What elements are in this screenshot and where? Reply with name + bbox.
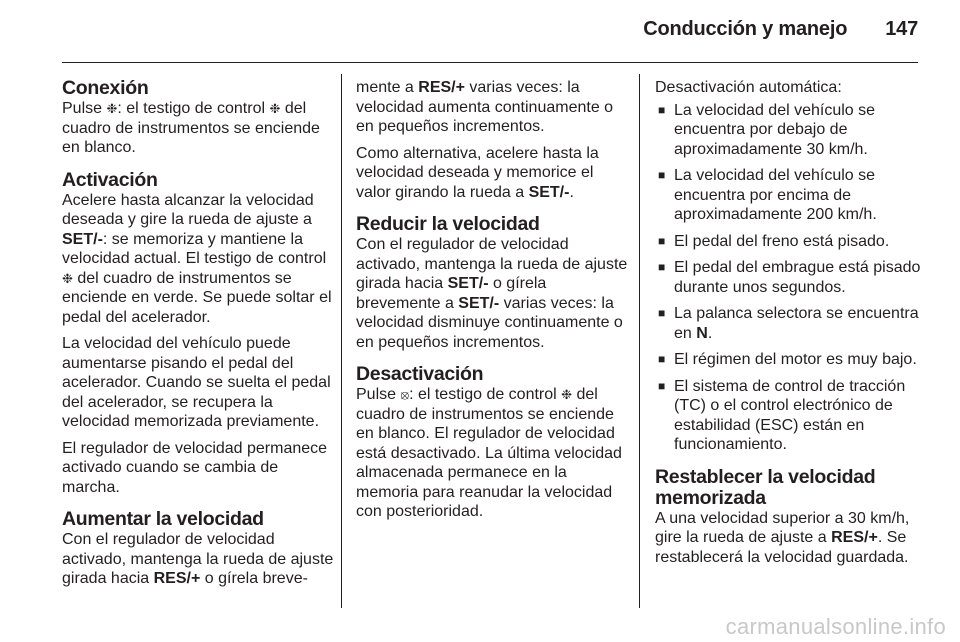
list-item: ■ El régimen del motor es muy bajo. xyxy=(658,351,917,368)
bullet-icon: ■ xyxy=(658,306,666,320)
list-item: ■ El pedal del freno está pisado. xyxy=(658,232,890,250)
heading-aumentar: Aumentar la velocidad xyxy=(62,508,264,530)
bullet-icon: ■ xyxy=(658,168,666,182)
bullet-icon: ■ xyxy=(658,352,666,366)
bullet-icon: ■ xyxy=(658,233,666,248)
heading-activacion: Activación xyxy=(62,168,158,191)
column-3 xyxy=(655,78,925,574)
heading-reducir: Reducir la velocidad xyxy=(356,213,540,235)
bullet-icon: ■ xyxy=(658,102,666,117)
cruise-control-icon: ❉ xyxy=(62,270,73,286)
list-item: ■ El sistema de control de tracción (TC) o el control electrónico de estabilidad (ESC) están en funcionamiento. xyxy=(658,377,906,453)
heading-desactivacion: Desactivación xyxy=(356,363,484,385)
column-divider-2 xyxy=(639,74,640,608)
auto-deactivation-list xyxy=(655,101,925,455)
paragraph-aumentar-cont: mente a RES/+ varias veces: la velocidad aumenta continuamente o en pequeños incrementos. xyxy=(356,79,614,135)
column-divider-1 xyxy=(341,74,342,608)
auto-deactivation-intro: Desactivación automática: xyxy=(655,79,842,96)
watermark: carmanualsonline.info xyxy=(725,614,946,639)
bullet-icon: ■ xyxy=(658,378,666,393)
cruise-control-off-icon: ⦻ xyxy=(400,387,410,402)
paragraph-restablecer: A una velocidad superior a 30 km/h, gire la rueda de ajuste a RES/+. Se restablecerá la velocidad guardada. xyxy=(655,509,910,566)
paragraph-aumentar-pedal: La velocidad del vehículo puede aumentarse pisando el pedal del acelerador. Cuando se suelta el pedal del acelerador, se recupera la velocidad memorizada previamente. xyxy=(62,335,331,430)
bullet-icon: ■ xyxy=(658,260,666,274)
paragraph-cambio-marcha: El regulador de velocidad permanece activado cuando se cambia de marcha. xyxy=(62,439,328,496)
paragraph-reducir: Con el regulador de velocidad activado, mantenga la rueda de ajuste girada hacia SET/- o gírela brevemente a SET/- varias veces: la velocidad disminuye continuamente o en pequeños incrementos. xyxy=(356,236,628,351)
paragraph-alternativa: Como alternativa, acelere hasta la velocidad deseada y memorice el valor girando la rueda a SET/-. xyxy=(356,144,599,201)
column-1 xyxy=(62,78,334,596)
list-item: ■ El pedal del embrague está pisado durante unos segundos. xyxy=(658,259,921,296)
page-header xyxy=(643,18,918,41)
list-item: ■ La velocidad del vehículo se encuentra por debajo de aproximadamente 30 km/h. xyxy=(658,101,876,158)
list-item: ■ La velocidad del vehículo se encuentra por encima de aproximadamente 200 km/h. xyxy=(658,167,877,223)
paragraph-desactivacion: Pulse ⦻: el testigo de control ❉ del cuadro de instrumentos se enciende en blanco. El regulador de velocidad está desactivado. La última velocidad almacenada permanece en la memoria para reanudar la velocidad con posterioridad. xyxy=(356,386,622,520)
list-item: ■ La palanca selectora se encuentra en N. xyxy=(658,305,919,342)
heading-conexion: Conexión xyxy=(62,77,149,99)
cruise-control-icon: ❉ xyxy=(561,387,573,402)
cruise-control-icon: ❉ xyxy=(106,101,118,116)
column-2 xyxy=(356,78,628,529)
page-number: 147 xyxy=(885,18,918,40)
paragraph-conexion: Pulse ❉: el testigo de control ❉ del cuadro de instrumentos se enciende en blanco. xyxy=(62,100,320,156)
header-rule xyxy=(62,62,918,63)
page-title: Conducción y manejo xyxy=(643,18,848,40)
heading-restablecer: Restablecer la velocidad memorizada xyxy=(655,465,876,509)
paragraph-activacion: Acelere hasta alcanzar la velocidad deseada y gire la rueda de ajuste a SET/-: se memoriza y mantiene la velocidad actual. El testigo de control ❉ del cuadro de instrumentos se enciende en verde. Se puede soltar el pedal del acelerador. xyxy=(62,191,332,326)
paragraph-aumentar: Con el regulador de velocidad activado, mantenga la rueda de ajuste girada hacia RES/+ o gírela breve- xyxy=(62,531,334,587)
cruise-control-icon: ❉ xyxy=(269,101,281,116)
